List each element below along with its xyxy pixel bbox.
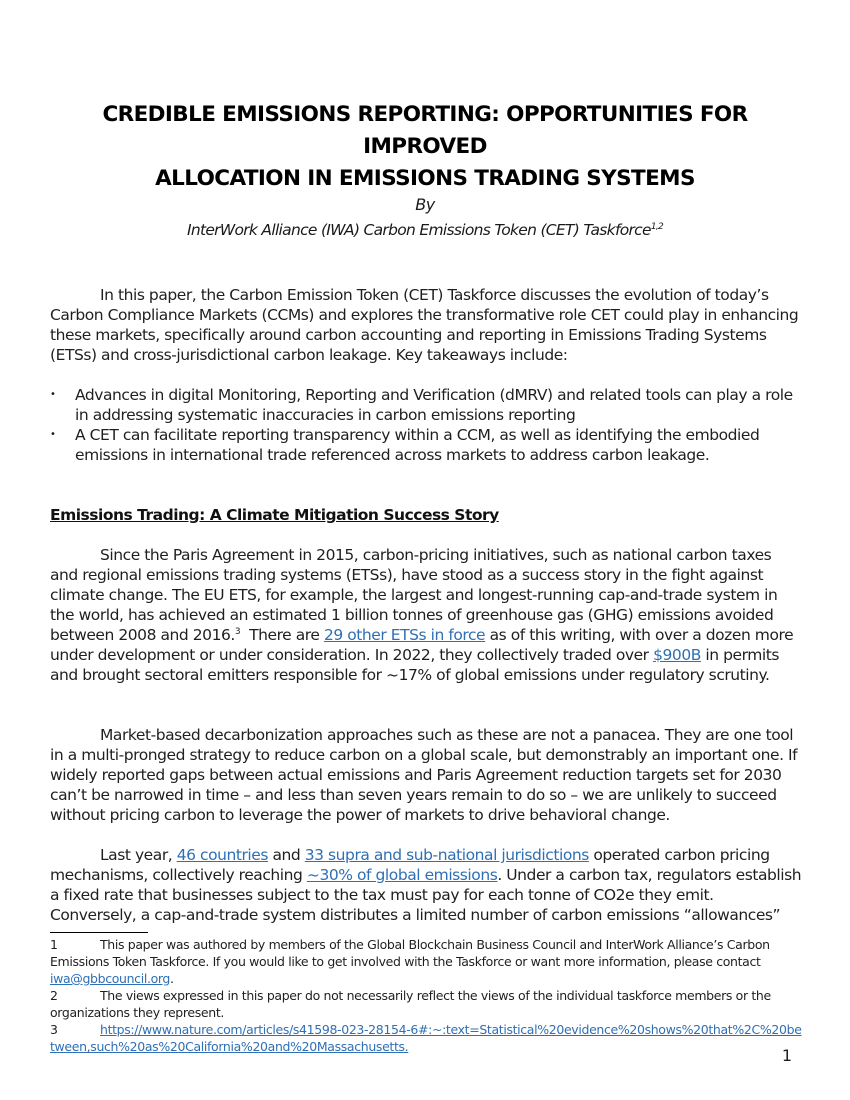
footnote-3 — [50, 1021, 802, 1055]
takeaways-list — [50, 385, 802, 465]
list-item — [50, 425, 802, 465]
nature-article-link[interactable]: https://www.nature.com/articles/s41598-023-28154-6#:~:text=Statistical%20evidence%20shows%20that%2C%20between,such%20as%20California%20and%20Massachusetts. — [50, 1022, 802, 1054]
intro-paragraph — [50, 285, 802, 365]
jurisdictions-link[interactable]: 33 supra and sub-national jurisdictions — [304, 846, 589, 864]
footnote-ref-3[interactable]: 3 — [234, 627, 241, 637]
p3-text-1: Last year, — [100, 846, 177, 864]
900b-link[interactable]: $900B — [653, 646, 701, 664]
authors-footnote-ref[interactable]: 1,2 — [650, 222, 664, 232]
footnote-text: This paper was authored by members of the Global Blockchain Business Council and InterWork Alliance’s Carbon Emissions Token Taskforce. If you would like to get involved with the Taskforce or want more information, please contact — [50, 937, 770, 969]
title-line-1: CREDIBLE EMISSIONS REPORTING: OPPORTUNITIES FOR IMPROVED — [102, 102, 748, 159]
page-number: 1 — [781, 1046, 792, 1065]
footnote-divider — [50, 932, 148, 933]
footnote-2 — [50, 987, 802, 1021]
email-link[interactable]: iwa@gbbcouncil.org — [50, 971, 171, 986]
p3-text-4: . Under a carbon tax, regulators establish a fixed rate that businesses subject to the tax must pay for each tonne of CO2e they emit. Conversely, a cap-and-trade system distributes a limited number of carbon emissions “allowances” — [50, 866, 802, 924]
footnotes — [50, 936, 802, 1055]
footnote-number: 3 — [50, 1022, 58, 1037]
bullet-marker: • — [50, 389, 56, 400]
byline-by: By — [415, 195, 435, 214]
list-item-text: Advances in digital Monitoring, Reporting and Verification (dMRV) and related tools can play a role in addressing systematic inaccuracies in carbon emissions reporting — [75, 386, 793, 424]
p2-text: Market-based decarbonization approaches such as these are not a panacea. They are one tool in a multi-pronged strategy to reduce carbon on a global scale, but demonstrably an important one. If widely reported gaps between actual emissions and Paris Agreement reduction targets set for 2030 can’t be narrowed in time – and less than seven years remain to do so – we are unlikely to succeed without pricing carbon to leverage the power of markets to drive behavioral change. — [50, 726, 798, 824]
body-paragraph-2 — [50, 725, 802, 825]
intro-text: In this paper, the Carbon Emission Token (CET) Taskforce discusses the evolution of today’s Carbon Compliance Markets (CCMs) and explores the transformative role CET could play in enhancing these markets, specifically around carbon accounting and reporting in Emissions Trading Systems (ETSs) and cross-jurisdictional carbon leakage. Key takeaways include: — [50, 286, 799, 364]
footnote-number: 2 — [50, 988, 58, 1003]
p3-text-3: operated carbon pricing mechanisms, collectively reaching — [50, 846, 770, 884]
section-heading: Emissions Trading: A Climate Mitigation Success Story — [50, 506, 499, 524]
authors-text: InterWork Alliance (IWA) Carbon Emissions Token (CET) Taskforce — [186, 221, 651, 239]
list-item — [50, 385, 802, 425]
p1-text-3: as of this writing, with over a dozen more under development or under consideration. In 2022, they collectively traded over — [50, 626, 794, 664]
p1-text-1: Since the Paris Agreement in 2015, carbon-pricing initiatives, such as national carbon taxes and regional emissions trading systems (ETSs), have stood as a success story in the fight against climate change. The EU ETS, for example, the largest and longest-running cap-and-trade system in the world, has achieved an estimated 1 billion tonnes of greenhouse gas (GHG) emissions avoided between 2008 and 2016. — [50, 546, 778, 644]
footnote-end: . — [170, 971, 174, 986]
footnote-number: 1 — [50, 937, 58, 952]
p3-text-2: and — [267, 846, 305, 864]
p1-text-4: in permits and brought sectoral emitters responsible for ~17% of global emissions under regulatory scrutiny. — [50, 646, 779, 684]
46-countries-link[interactable]: 46 countries — [176, 846, 268, 864]
bullet-marker: • — [50, 429, 56, 440]
list-item-text: A CET can facilitate reporting transparency within a CCM, as well as identifying the embodied emissions in international trade referenced across markets to address carbon leakage. — [75, 426, 760, 464]
title-line-2: ALLOCATION IN EMISSIONS TRADING SYSTEMS — [155, 166, 695, 191]
document-title — [40, 99, 810, 195]
global-emissions-link[interactable]: ~30% of global emissions — [306, 866, 498, 884]
footnote-1 — [50, 936, 802, 987]
body-paragraph-3 — [50, 845, 802, 925]
p1-text-2: There are — [240, 626, 324, 644]
body-paragraph-1 — [50, 545, 802, 685]
ets-in-force-link[interactable]: 29 other ETSs in force — [323, 626, 486, 644]
byline-authors — [40, 219, 810, 241]
footnote-text: The views expressed in this paper do not necessarily reflect the views of the individual taskforce members or the organizations they represent. — [50, 988, 771, 1020]
